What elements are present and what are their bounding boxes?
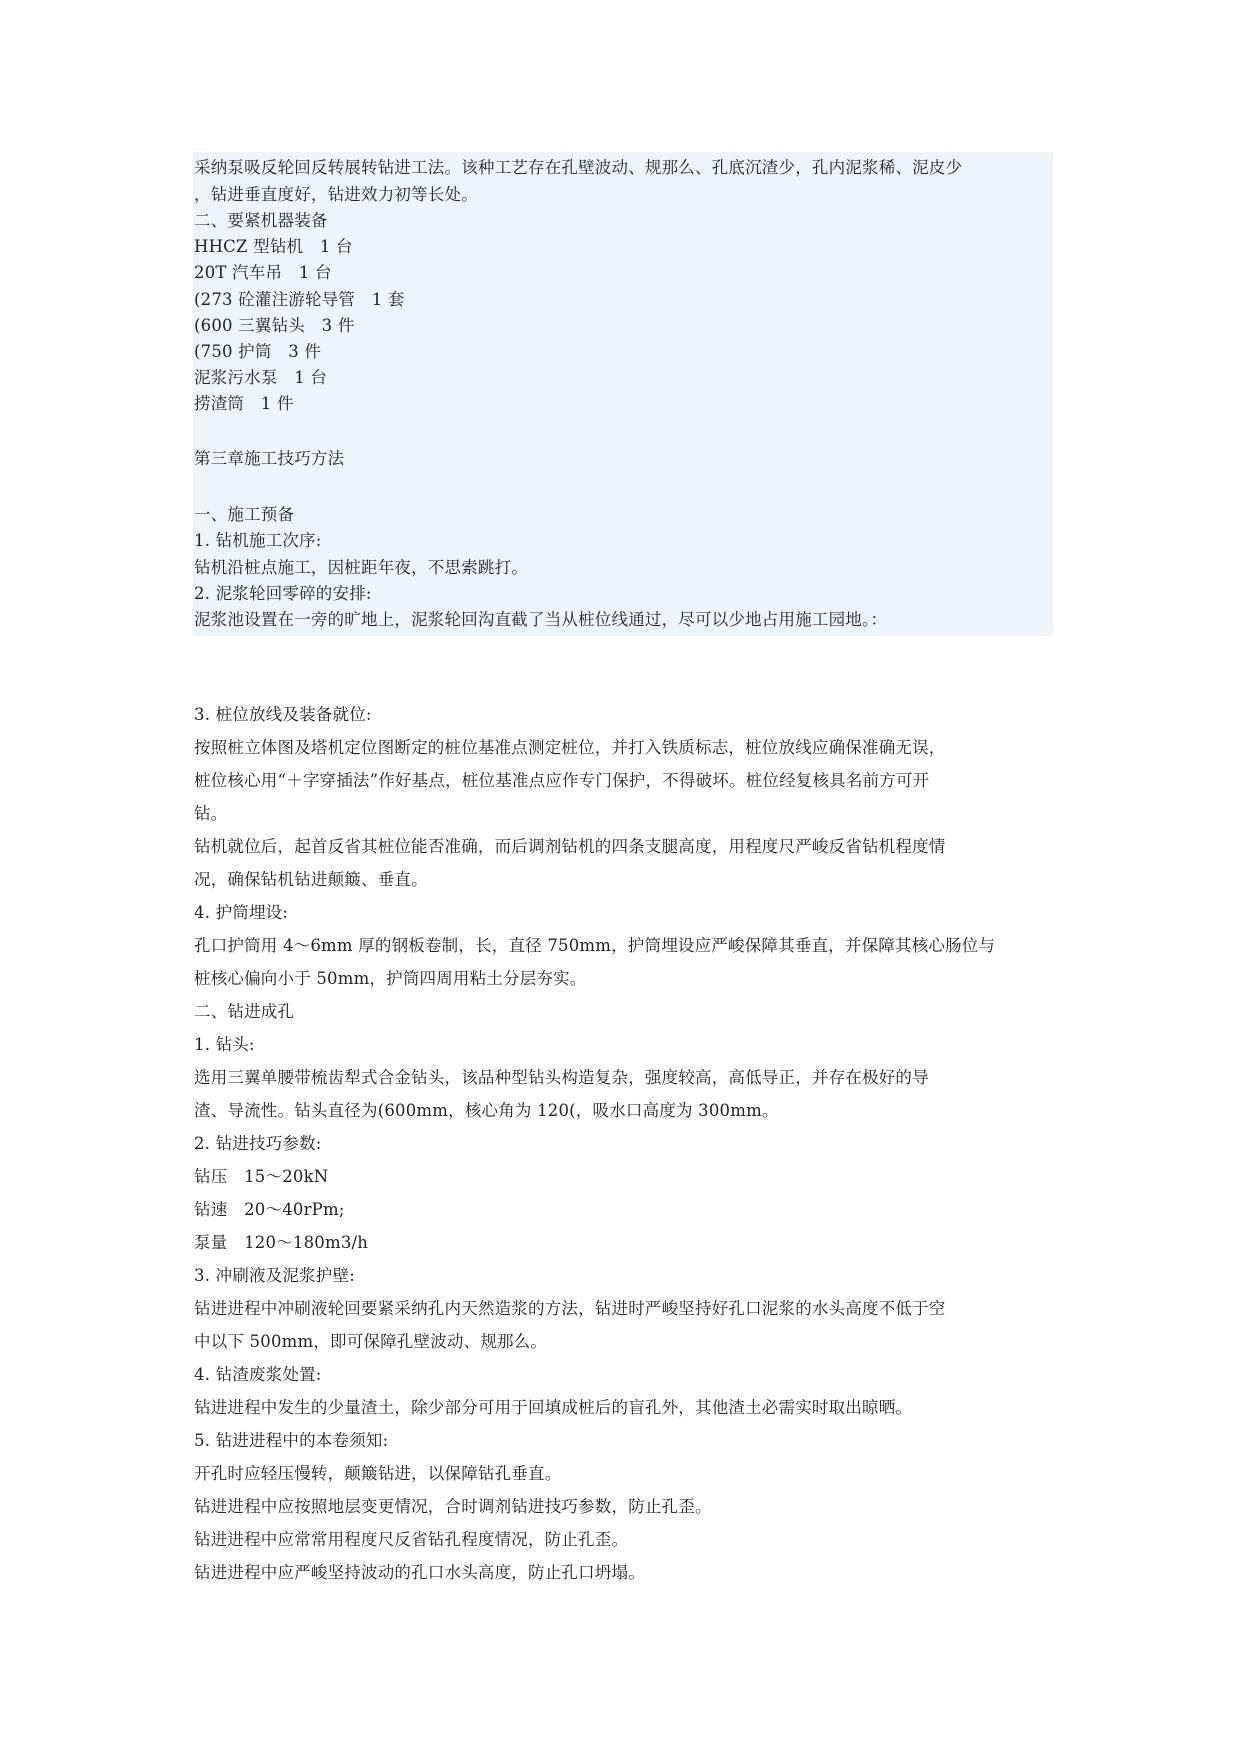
heading-main-equipment: 二、要紧机器装备 [194, 211, 328, 230]
text-line: 钻进进程中应严峻坚持波动的孔口水头高度，防止孔口坍塌。 [194, 1563, 645, 1582]
text-line: 钻机就位后，起首反省其桩位能否准确，而后调剂钻机的四条支腿高度，用程度尺严峻反省钻机程度情 [194, 837, 946, 856]
text-line: 钻进进程中应按照地层变更情况，合时调剂钻进技巧参数，防止孔歪。 [194, 1497, 712, 1516]
text-line: 4. 钻渣废浆处置: [194, 1365, 322, 1384]
text-line: HHCZ 型钻机 1 台 [194, 237, 353, 256]
text-line: 开孔时应轻压慢转，颠簸钻进，以保障钻孔垂直。 [194, 1464, 562, 1483]
text-line: 1. 钻机施工次序: [194, 531, 322, 550]
text-line: 选用三翼单腰带梳齿犁式合金钻头，该品种型钻头构造复杂，强度较高，高低导正，并存在极好的导 [194, 1068, 929, 1087]
text-line: 桩核心偏向小于 50mm，护筒四周用粘土分层夯实。 [194, 969, 587, 988]
text-line: 3. 冲刷液及泥浆护壁: [194, 1266, 355, 1285]
text-line: 钻。 [194, 804, 228, 823]
text-line: 泵量 120～180m3/h [194, 1233, 369, 1252]
text-line: 钻进进程中冲刷液轮回要紧采纳孔内天然造浆的方法，钻进时严峻坚持好孔口泥浆的水头高度不低于空 [194, 1299, 946, 1318]
text-line: 4. 护筒埋设: [194, 903, 289, 922]
text-line: 泥浆污水泵 1 台 [194, 368, 328, 387]
text-line: 钻进进程中应常常用程度尺反省钻孔程度情况，防止孔歪。 [194, 1530, 629, 1549]
text-line: 孔口护筒用 4～6mm 厚的钢板卷制，长，直径 750mm，护筒埋设应严峻保障其垂直，并保障其核心肠位与 [194, 936, 996, 955]
text-line: 况，确保钻机钻进颠簸、垂直。 [194, 870, 428, 889]
heading-chapter-three: 第三章施工技巧方法 [194, 449, 345, 468]
text-line: 钻进进程中发生的少量渣土，除少部分可用于回填成桩后的盲孔外，其他渣土必需实时取出晾晒。 [194, 1398, 913, 1417]
text-line: (273 砼灌注游轮导管 1 套 [194, 290, 405, 309]
text-line: ，钻进垂直度好，钻进效力初等长处。 [194, 185, 478, 204]
heading-drilling: 二、钻进成孔 [194, 1002, 295, 1021]
text-line: 捞渣筒 1 件 [194, 394, 294, 413]
text-line: 5. 钻进进程中的本卷须知: [194, 1431, 389, 1450]
text-line: 采纳泵吸反轮回反转展转钻进工法。该种工艺存在孔壁波动、规那么、孔底沉渣少，孔内泥浆稀、泥皮少 [194, 158, 963, 177]
text-line: 渣、导流性。钻头直径为(600mm，核心角为 120(，吸水口高度为 300mm。 [194, 1101, 779, 1120]
text-line: 1. 钻头: [194, 1035, 255, 1054]
text-line: 钻压 15～20kN [194, 1167, 329, 1186]
text-line: 按照桩立体图及塔机定位图断定的桩位基准点测定桩位，并打入铁质标志，桩位放线应确保准确无误， [194, 738, 946, 757]
text-line: 20T 汽车吊 1 台 [194, 263, 332, 282]
text-line: (600 三翼钻头 3 件 [194, 316, 355, 335]
text-line: 钻机沿桩点施工，因桩距年夜，不思索跳打。 [194, 558, 528, 577]
text-line: 泥浆池设置在一旁的旷地上，泥浆轮回沟直截了当从桩位线通过，尽可以少地占用施工园地。： [194, 610, 888, 629]
heading-construction-preparation: 一、施工预备 [194, 505, 295, 524]
text-line: 中以下 500mm，即可保障孔壁波动、规那么。 [194, 1332, 548, 1351]
text-line: 3. 桩位放线及装备就位: [194, 705, 372, 724]
text-line: 桩位核心用“＋字穿插法”作好基点，桩位基准点应作专门保护，不得破坏。桩位经复核具名前方可开 [194, 771, 930, 790]
text-line: (750 护筒 3 件 [194, 342, 322, 361]
text-line: 2. 泥浆轮回零碎的安排: [194, 584, 372, 603]
text-line: 钻速 20～40rPm; [194, 1200, 345, 1219]
text-line: 2. 钻进技巧参数: [194, 1134, 322, 1153]
